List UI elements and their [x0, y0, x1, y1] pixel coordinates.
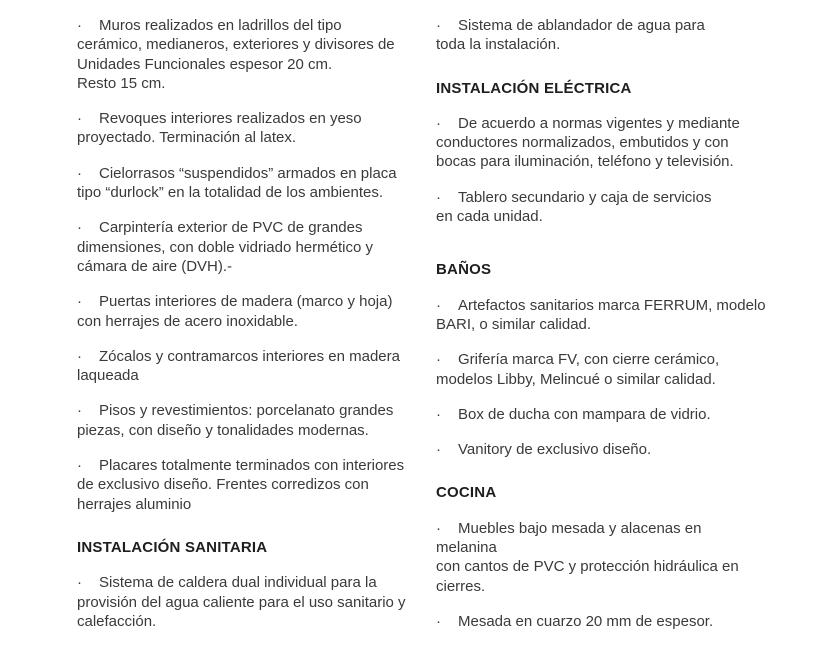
section-spacer: [436, 242, 766, 260]
bullet: ·: [77, 574, 82, 592]
section-spacer: [436, 475, 766, 483]
bullet: ·: [77, 219, 82, 237]
bullet: ·: [77, 293, 82, 311]
spec-item-text: Muebles bajo mesada y alacenas en melanina con cantos de PVC y protección hidráulica en cierres.: [436, 519, 739, 595]
spec-item-normas: [436, 114, 766, 172]
spec-item-text: Puertas interiores de madera (marco y hoja) con herrajes de acero inoxidable.: [77, 293, 393, 330]
bullet: ·: [436, 351, 441, 369]
spec-item-text: Muros realizados en ladrillos del tipo cerámico, medianeros, exteriores y divisores de Unidades Funcionales espesor 20 cm. Resto 15 cm.: [77, 17, 395, 92]
spec-item-zocalos: [77, 347, 407, 386]
spec-item-text: Revoques interiores realizados en yeso proyectado. Terminación al latex.: [77, 110, 362, 147]
spec-item-text: Sistema de ablandador de agua para toda la instalación.: [436, 17, 705, 54]
spec-item-pisos: [77, 401, 407, 440]
section-spacer: [436, 71, 766, 79]
spec-item-revoques: [77, 109, 407, 148]
section-heading-cocina: COCINA: [436, 484, 497, 502]
bullet: ·: [436, 188, 441, 206]
section-spacer: [77, 530, 407, 538]
spec-item-box-ducha: [436, 405, 766, 424]
spec-item-text: Pisos y revestimientos: porcelanato grandes piezas, con diseño y tonalidades modernas.: [77, 402, 394, 439]
spec-item-tablero: [436, 188, 766, 227]
spec-item-puertas: [77, 292, 407, 331]
right-column: [436, 16, 766, 647]
spec-item-vanitory: [436, 440, 766, 459]
bullet: ·: [77, 457, 82, 475]
spec-item-text: Vanitory de exclusivo diseño.: [458, 441, 652, 459]
spec-item-text: Artefactos sanitarios marca FERRUM, modelo BARI, o similar calidad.: [436, 296, 766, 333]
spec-item-text: Grifería marca FV, con cierre cerámico, modelos Libby, Melincué o similar calidad.: [436, 351, 720, 388]
bullet: ·: [436, 612, 441, 630]
bullet: ·: [436, 519, 441, 537]
bullet: ·: [436, 405, 441, 423]
bullet: ·: [436, 17, 441, 34]
spec-item-ablandador: [436, 16, 766, 55]
spec-item-text: De acuerdo a normas vigentes y mediante conductores normalizados, embutidos y con bocas para iluminación, teléfono y televisión.: [436, 114, 740, 171]
spec-item-caldera: [77, 573, 407, 631]
bullet: ·: [77, 164, 82, 182]
bullet: ·: [436, 296, 441, 314]
left-column: [77, 16, 407, 647]
spec-item-text: Carpintería exterior de PVC de grandes dimensiones, con doble vidriado hermético y cámara de aire (DVH).-: [77, 219, 373, 275]
bullet: ·: [77, 110, 82, 128]
spec-item-muros: [77, 16, 407, 93]
spec-item-placares: [77, 456, 407, 514]
bullet: ·: [436, 441, 441, 459]
section-heading-sanitaria: INSTALACIÓN SANITARIA: [77, 538, 268, 556]
bullet: ·: [77, 402, 82, 420]
spec-item-artefactos: [436, 296, 766, 335]
bullet: ·: [77, 17, 82, 34]
spec-item-carpinteria: [77, 218, 407, 276]
section-heading-electrica: INSTALACIÓN ELÉCTRICA: [436, 79, 632, 97]
spec-item-text: Mesada en cuarzo 20 mm de espesor.: [458, 612, 714, 630]
spec-item-text: Tablero secundario y caja de servicios en cada unidad.: [436, 188, 712, 226]
spec-item-griferia: [436, 350, 766, 389]
spec-item-text: Cielorrasos “suspendidos” armados en placa tipo “durlock” en la totalidad de los ambientes.: [77, 164, 397, 202]
spec-item-mesada: [436, 612, 766, 631]
spec-item-muebles: [436, 519, 766, 596]
spec-item-text: Zócalos y contramarcos interiores en madera laqueada: [77, 347, 400, 385]
spec-item-text: Placares totalmente terminados con interiores de exclusivo diseño. Frentes corredizos con herrajes aluminio: [77, 457, 405, 513]
spec-item-text: Box de ducha con mampara de vidrio.: [458, 405, 711, 423]
spec-item-cielorrasos: [77, 164, 407, 203]
bullet: ·: [77, 347, 82, 365]
bullet: ·: [436, 114, 441, 132]
section-heading-banos: BAÑOS: [436, 261, 492, 279]
spec-item-text: Sistema de caldera dual individual para la provisión del agua caliente para el uso sanitario y calefacción.: [77, 574, 406, 630]
